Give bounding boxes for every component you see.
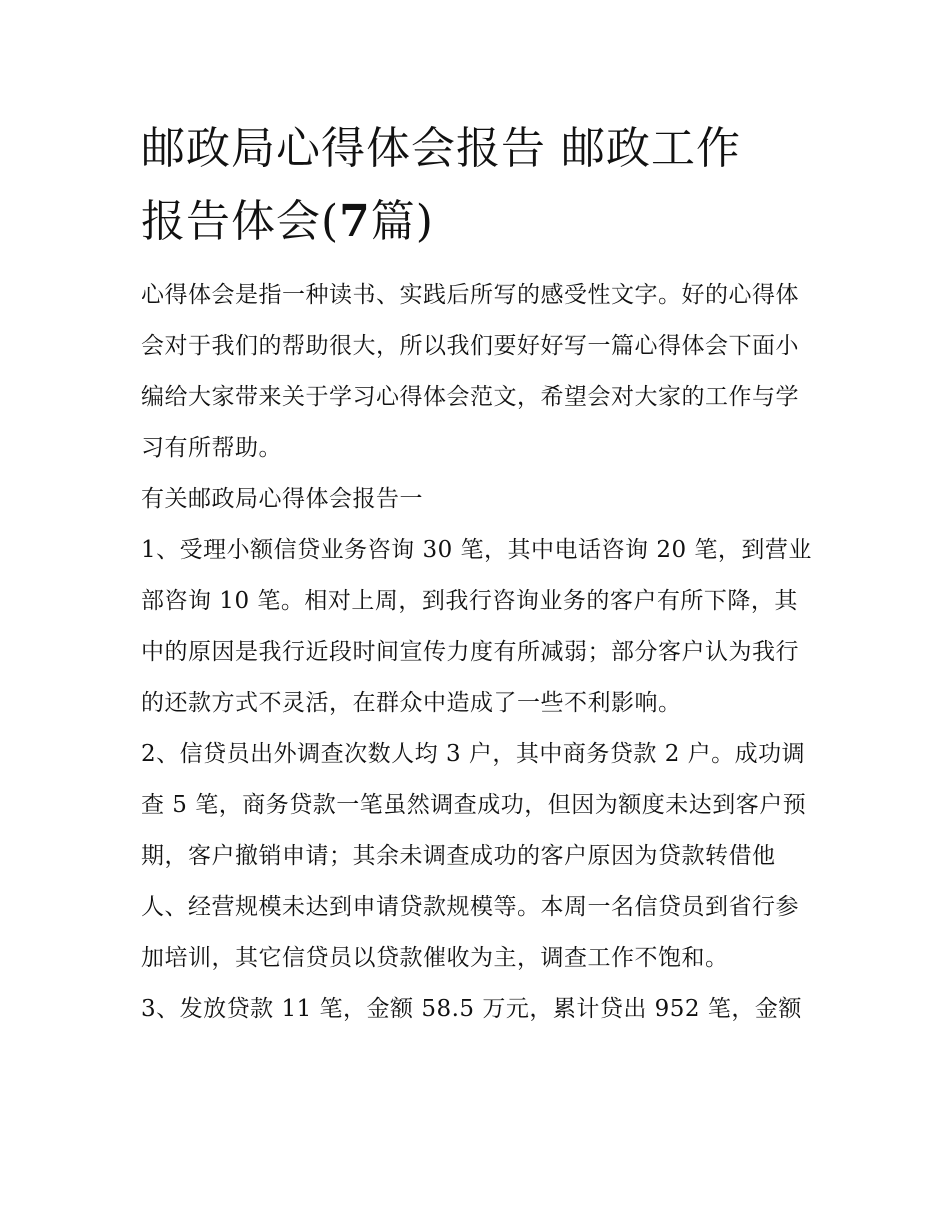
title-line-1: 邮政局心得体会报告 邮政工作 — [141, 123, 741, 174]
title-count: 7 — [339, 196, 371, 247]
document-title — [141, 112, 821, 258]
title-line-2-part-b: 篇) — [370, 196, 434, 247]
list-item: 3、发放贷款 11 笔，金额 58.5 万元，累计贷出 952 笔，金额 — [141, 996, 802, 1022]
intro-paragraph: 心得体会是指一种读书、实践后所写的感受性文字。好的心得体会对于我们的帮助很大，所以我们要好好写一篇心得体会下面小编给大家带来关于学习心得体会范文，希望会对大家的工作与学习有所帮助。 — [141, 282, 799, 461]
document-page — [141, 112, 821, 1035]
list-item: 2、信贷员出外调查次数人均 3 户，其中商务贷款 2 户。成功调查 5 笔，商务贷款一笔虽然调查成功，但因为额度未达到客户预期，客户撤销申请；其余未调查成功的客户原因为贷款转借他人、经营规模未达到申请贷款规模等。本周一名信贷员到省行参加培训，其它信贷员以贷款催收为主，调查工作不饱和。 — [141, 741, 807, 971]
title-line-2-part-a: 报告体会( — [141, 196, 340, 247]
list-item: 1、受理小额信贷业务咨询 30 笔，其中电话咨询 20 笔，到营业部咨询 10 笔。相对上周，到我行咨询业务的客户有所下降，其中的原因是我行近段时间宣传力度有所减弱；部分客户认为我行的还款方式不灵活，在群众中造成了一些不利影响。 — [141, 537, 812, 716]
section-heading: 有关邮政局心得体会报告一 — [141, 486, 423, 512]
